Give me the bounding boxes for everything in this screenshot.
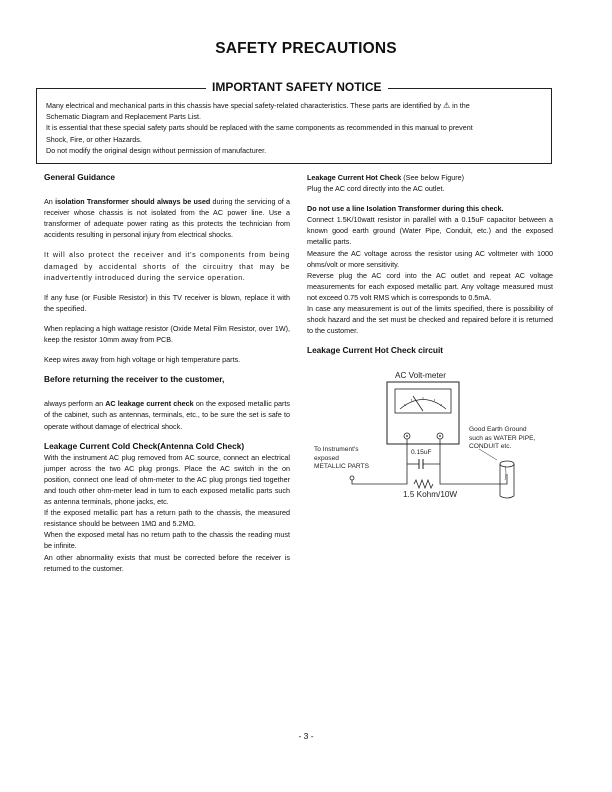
voltmeter-ticks	[404, 397, 442, 406]
cold-check-heading: Leakage Current Cold Check(Antenna Cold Check)	[44, 440, 245, 451]
water-pipe-bottom	[500, 496, 514, 498]
voltmeter-label: AC Volt-meter	[395, 371, 446, 380]
resistor-label: 1.5 Kohm/10W	[403, 490, 458, 499]
notice-line-4: Shock, Fire, or other Hazards.	[46, 134, 142, 144]
capacitor-label: 0.15uF	[411, 449, 432, 456]
notice-line-3: It is essential that these special safety parts should be replaced with the same components as recommended in this manual to prevent	[46, 123, 473, 133]
hot-check-heading-line: Leakage Current Hot Check (See below Figure)	[307, 173, 464, 182]
wattage-paragraph: When replacing a high wattage resistor (Oxide Metal Film Resistor, over 1W), keep the resistor 10mm away from PCB.	[44, 323, 290, 345]
left-column	[44, 172, 290, 574]
before-returning-heading: Before returning the receiver to the customer,	[44, 374, 225, 385]
voltmeter-needle	[413, 396, 423, 411]
notice-line-2: Schematic Diagram and Replacement Parts List.	[46, 112, 201, 122]
no-isolation-warning: Do not use a line Isolation Transformer during this check.	[307, 204, 504, 214]
notice-line-5: Do not modify the original design without permission of manufacturer.	[46, 145, 267, 155]
voltmeter-scale	[400, 400, 446, 410]
measure-paragraph: Measure the AC voltage across the resistor using AC voltmeter with 1000 ohms/volt or more sensitivity.	[307, 248, 553, 269]
voltmeter-dial	[395, 389, 451, 413]
page-title: SAFETY PRECAUTIONS	[215, 40, 397, 57]
protect-paragraph: It will also protect the receiver and it's components from being damaged by accidental shorts of the circuitry that may be inadvertently introduced during the service operation.	[44, 250, 290, 282]
cold-check-return: If the exposed metallic part has a return path to the chassis, the measured resistance should be between 1MΩ and 5.2MΩ.	[44, 508, 290, 529]
wires-paragraph: Keep wires away from high voltage or high temperature parts.	[44, 355, 241, 365]
hot-check-circuit-diagram	[307, 370, 552, 510]
in-case-paragraph: In case any measurement is out of the limits specified, there is possibility of shock hazard and the set must be checked and repaired before it is returned to the customer.	[307, 304, 553, 336]
isolation-paragraph: An isolation Transformer should always be used during the servicing of a receiver whose chassis is not isolated from the AC power line. Use a transformer of adequate power rating as this protects the technician from accidents resulting in personal injury from electrical shocks.	[44, 197, 290, 240]
safety-notice-title: IMPORTANT SAFETY NOTICE	[206, 80, 388, 94]
earth-ground-label: Good Earth Ground such as WATER PIPE, CONDUIT etc.	[469, 426, 536, 451]
instrument-probe	[350, 476, 354, 480]
circuit-heading: Leakage Current Hot Check circuit	[307, 345, 444, 356]
warning-triangle-icon: ⚠	[442, 101, 451, 110]
cold-check-no-return: When the exposed metal has no return path to the chassis the reading must be infinite.	[44, 530, 290, 551]
plug-paragraph: Plug the AC cord directly into the AC outlet.	[307, 184, 445, 194]
reverse-paragraph: Reverse plug the AC cord into the AC outlet and repeat AC voltage measurements for each exposed metallic part. Any voltage measured must not exceed 0.75 volt RMS which is corresponds to 0.5mA.	[307, 270, 553, 302]
right-column	[307, 172, 553, 356]
notice-line-1-end: in the	[452, 101, 470, 110]
instrument-label: To Instrument's exposed METALLIC PARTS	[314, 446, 369, 471]
safety-notice-body	[46, 100, 546, 156]
connect-paragraph: Connect 1.5K/10watt resistor in parallel with a 0.15uF capacitor between a known good earth ground (Water Pipe, Conduit, etc.) and the exposed metallic parts.	[307, 215, 553, 247]
resistor-zigzag	[414, 480, 433, 488]
page-number: - 3 -	[298, 731, 314, 741]
cold-check-abnormal: An other abnormality exists that must be corrected before the receiver is returned to the customer.	[44, 552, 290, 573]
water-pipe-top	[500, 461, 514, 467]
cold-check-body: With the instrument AC plug removed from AC source, connect an electrical jumper across the two AC plug prongs. Place the AC switch in the on position, connect one lead of ohm-meter to the AC plug prongs tied together and touch other ohm-meter lead in turn to each exposed metallic parts such as antenna terminals, phone jacks, etc.	[44, 452, 290, 507]
fuse-paragraph: If any fuse (or Fusible Resistor) in this TV receiver is blown, replace it with the specified.	[44, 292, 290, 313]
leakage-check-paragraph: always perform an AC leakage current check on the exposed metallic parts of the cabinet, such as antennas, terminals, etc., to be sure the set is safe to operate without damage of electrical shock.	[44, 399, 290, 431]
general-guidance-heading: General Guidance	[44, 172, 116, 182]
notice-line-1: Many electrical and mechanical parts in this chassis have special safety-related characteristics. These parts are identified by	[46, 101, 441, 110]
hot-check-heading: Leakage Current Hot Check	[307, 173, 402, 182]
